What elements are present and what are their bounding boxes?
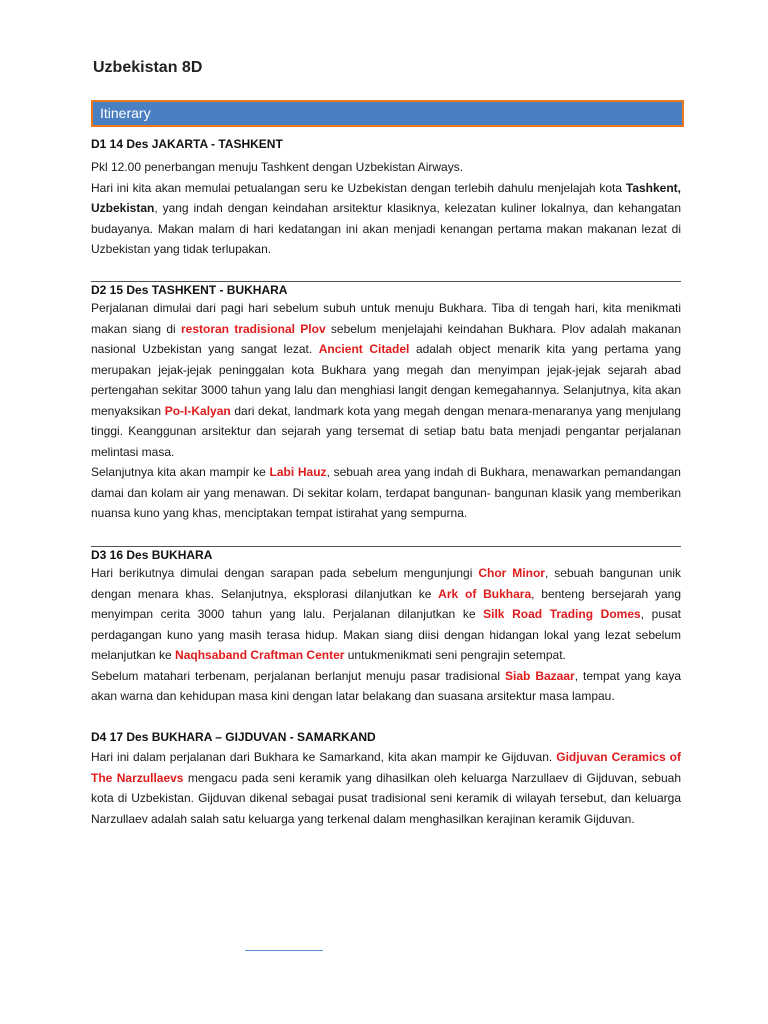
day-3-heading: D3 16 Des BUKHARA <box>91 548 213 562</box>
day-2-paragraph-1: Perjalanan dimulai dari pagi hari sebelum subuh untuk menuju Bukhara. Tiba di tengah hari, kita menikmati makan siang di restoran tradisional Plov sebelum menjelajahi keindahan Bukhara. Plov adalah makanan nasional Uzbekistan yang sangat lezat. Ancient Citadel adalah object menarik kita yang pertama yang merupakan jejak-jejak peninggalan kota Bukhara yang megah dan menyimpan jejak-jejak sejarah abad pertengahan sekitar 3000 tahun yang lalu dan menghiasi langit dengan kemegahannya. Selanjutnya, kita akan menyaksikan Po-I-Kalyan dari dekat, landmark kota yang megah dengan menara-menaranya yang menjulang tinggi. Keanggunan arsitektur dan sejarah yang tersemat di setiap batu bata menjadi pengantar perjalanan melintasi masa. <box>91 301 681 459</box>
day-1-paragraph: Hari ini kita akan memulai petualangan seru ke Uzbekistan dengan terlebih dahulu menjelajah kota Tashkent, Uzbekistan, yang indah dengan keindahan arsitektur klasiknya, kelezatan kuliner lokalnya, dan kehangatan budayanya. Makan malam di hari kedatangan ini akan menjadi kenangan pertama makan makanan lezat di Uzbekistan yang tidak terlupakan. <box>91 180 681 256</box>
day-4-heading: D4 17 Des BUKHARA – GIJDUVAN - SAMARKAND <box>91 730 376 744</box>
document-title: Uzbekistan 8D <box>93 59 203 76</box>
poi-labi-hauz: Labi Hauz <box>269 465 327 479</box>
day-1-section <box>91 136 681 260</box>
poi-ancient-citadel: Ancient Citadel <box>318 342 410 356</box>
day-1-flight-line: Pkl 12.00 penerbangan menuju Tashkent dengan Uzbekistan Airways. <box>91 160 464 174</box>
day-3-section <box>91 547 681 707</box>
tashkent-highlight: Tashkent, Uzbekistan <box>91 180 681 215</box>
poi-naqhsaband-craftman-center: Naqhsaband Craftman Center <box>175 648 345 662</box>
day-2-section <box>91 282 681 524</box>
itinerary-banner: Itinerary <box>91 100 684 127</box>
poi-siab-bazaar: Siab Bazaar <box>505 668 575 683</box>
day-3-paragraph-2: Sebelum matahari terbenam, perjalanan berlanjut menuju pasar tradisional Siab Bazaar, tempat yang kaya akan warna dan kehidupan masa kini dengan latar belakang dan suasana arsitektur masa lampau. <box>91 668 681 703</box>
day-3-paragraph-1: Hari berikutnya dimulai dengan sarapan pada sebelum mengunjungi Chor Minor, sebuah bangunan unik dengan menara khas. Selanjutnya, eksplorasi dilanjutkan ke Ark of Bukhara, benteng bersejarah yang menyimpan cerita 3000 tahun yang lalu. Perjalanan dilanjutkan ke Silk Road Trading Domes, pusat perdagangan kuno yang masih terasa hidup. Makan siang diisi dengan hidangan lokal yang lezat sebelum melanjutkan ke Naqhsaband Craftman Center untukmenikmati seni pengrajin setempat. <box>91 566 682 662</box>
day-2-heading: D2 15 Des TASHKENT - BUKHARA <box>91 283 288 297</box>
day-2-paragraph-2: Selanjutnya kita akan mampir ke Labi Hauz, sebuah area yang indah di Bukhara, menawarkan pemandangan damai dan kolam air yang menawan. Di sekitar kolam, terdapat bangunan- bangunan klasik yang memberikan nuansa kuno yang khas, menciptakan tempat istirahat yang sempurna. <box>91 465 681 520</box>
day-1-heading: D1 14 Des JAKARTA - TASHKENT <box>91 137 283 151</box>
poi-restoran-plov: restoran tradisional Plov <box>180 321 326 336</box>
day-4-section <box>91 729 681 829</box>
poi-chor-minor: Chor Minor <box>478 566 545 580</box>
poi-po-i-kalyan: Po-I-Kalyan <box>164 403 231 418</box>
poi-ark-of-bukhara: Ark of Bukhara <box>438 586 532 601</box>
poi-silk-road-trading-domes: Silk Road Trading Domes <box>483 607 641 621</box>
footer-separator <box>245 950 323 951</box>
poi-gidjuvan-ceramics: Gidjuvan Ceramics of The Narzullaevs <box>91 750 681 785</box>
day-4-paragraph-1: Hari ini dalam perjalanan dari Bukhara ke Samarkand, kita akan mampir ke Gijduvan. Gidjuvan Ceramics of The Narzullaevs mengacu pada seni keramik yang dihasilkan oleh keluarga Narzullaev di Gijduvan, sebuah kota di Uzbekistan. Gijduvan dikenal sebagai pusat tradisional seni keramik di wilayah tersebut, dan keluarga Narzullaev adalah salah satu keluarga yang terkenal dalam menghasilkan kerajinan keramik Gijduvan. <box>91 750 681 826</box>
